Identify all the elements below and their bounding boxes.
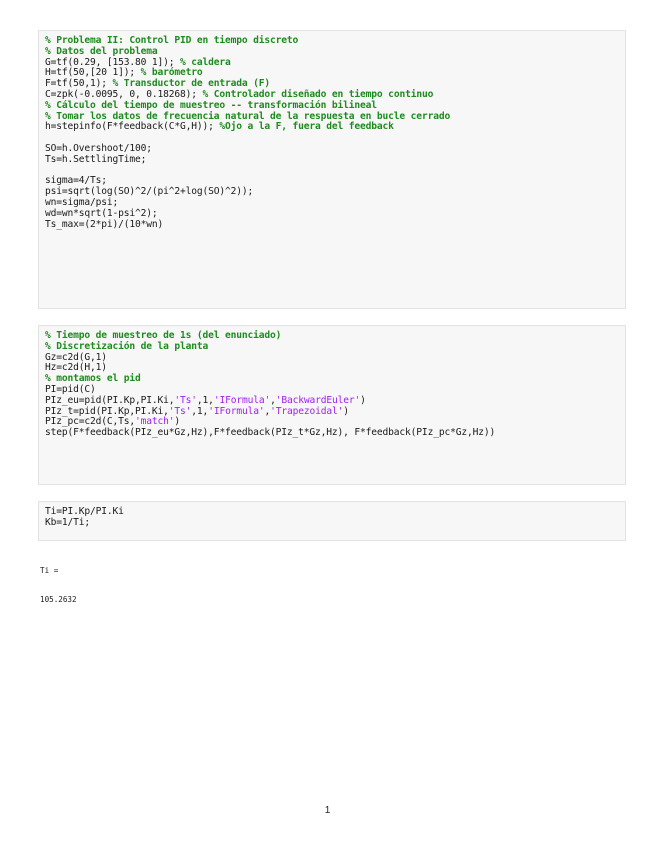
code-line bbox=[45, 353, 619, 364]
code-text: , bbox=[264, 405, 271, 417]
output-label: Ti = bbox=[40, 566, 59, 575]
code-block-2 bbox=[38, 325, 626, 485]
code-text: C=zpk(-0.0095, 0, 0.18268); bbox=[45, 88, 203, 100]
code-text: PIz_t=pid(PI.Kp,PI.Ki, bbox=[45, 405, 169, 417]
code-string: 'match' bbox=[135, 416, 175, 428]
code-text: h=stepinfo(F*feedback(C*G,H)); bbox=[45, 121, 220, 133]
code-text: F=tf(50,1); bbox=[45, 78, 113, 90]
code-text: wn=sigma/psi; bbox=[45, 196, 119, 208]
code-comment: % montamos el pid bbox=[45, 373, 141, 385]
page-number: 1 bbox=[324, 805, 331, 816]
code-text: Ts_max=(2*pi)/(10*wn) bbox=[45, 218, 164, 230]
code-string: 'BackwardEuler' bbox=[275, 394, 361, 406]
code-text: G=tf(0.29, [153.80 1]); bbox=[45, 56, 181, 68]
code-comment: % caldera bbox=[180, 56, 231, 68]
code-text: sigma=4/Ts; bbox=[45, 175, 107, 187]
code-text: ,1, bbox=[191, 405, 209, 417]
code-string: 'IFormula' bbox=[208, 405, 265, 417]
code-comment: % Datos del problema bbox=[45, 45, 158, 57]
code-text: PIz_eu=pid(PI.Kp,PI.Ki, bbox=[45, 394, 175, 406]
code-string: 'IFormula' bbox=[213, 394, 271, 406]
code-text: psi=sqrt(log(SO)^2/(pi^2+log(SO)^2)); bbox=[45, 186, 254, 198]
code-comment: % Tomar los datos de frecuencia natural de la respuesta en bucle cerrado bbox=[45, 110, 451, 122]
code-line bbox=[45, 428, 619, 439]
output-value: 105.2632 bbox=[40, 594, 77, 604]
code-text: Gz=c2d(G,1) bbox=[45, 351, 107, 363]
code-text: Hz=c2d(H,1) bbox=[45, 362, 107, 374]
code-text: ) bbox=[360, 394, 366, 406]
code-text: , bbox=[270, 394, 276, 406]
code-text: SO=h.Overshoot/100; bbox=[45, 142, 152, 154]
code-comment: % barómetro bbox=[140, 67, 203, 79]
blank-line bbox=[45, 166, 619, 177]
code-text: wd=wn*sqrt(1-psi^2); bbox=[45, 207, 158, 219]
code-text: ) bbox=[343, 405, 349, 417]
code-block-3 bbox=[38, 501, 626, 541]
code-text: H=tf(50,[20 1]); bbox=[45, 67, 141, 79]
code-text: Ts=h.SettlingTime; bbox=[45, 153, 147, 165]
code-line bbox=[45, 122, 619, 133]
code-block-1 bbox=[38, 30, 626, 309]
code-string: 'Ts' bbox=[168, 405, 192, 417]
code-text: ,1, bbox=[196, 394, 214, 406]
code-line bbox=[45, 518, 619, 529]
code-comment: %Ojo a la F, fuera del feedback bbox=[219, 121, 394, 133]
code-text: step(F*feedback(PIz_eu*Gz,Hz),F*feedback(PIz_t*Gz,Hz), F*feedback(PIz_pc*Gz,Hz)) bbox=[45, 427, 496, 439]
code-line bbox=[45, 507, 619, 518]
code-text: Kb=1/Ti; bbox=[45, 516, 91, 528]
code-comment: % Transductor de entrada (F) bbox=[112, 78, 271, 90]
code-text: ) bbox=[174, 416, 181, 428]
code-comment: % Tiempo de muestreo de 1s (del enunciado) bbox=[45, 330, 282, 341]
code-comment: % Problema II: Control PID en tiempo discreto bbox=[45, 35, 299, 46]
code-line bbox=[45, 374, 619, 385]
code-line bbox=[45, 220, 619, 231]
code-line bbox=[45, 187, 619, 198]
code-text: PIz_pc=c2d(C,Ts, bbox=[45, 416, 136, 428]
command-output bbox=[40, 547, 77, 614]
code-string: 'Trapezoidal' bbox=[270, 405, 344, 417]
code-string: 'Ts' bbox=[174, 394, 197, 406]
code-comment: % Controlador diseñado en tiempo continuo bbox=[202, 88, 434, 100]
code-line bbox=[45, 155, 619, 166]
code-comment: % Cálculo del tiempo de muestreo -- transformación bilineal bbox=[45, 99, 377, 111]
code-line bbox=[45, 342, 619, 353]
code-text: Ti=PI.Kp/PI.Ki bbox=[45, 506, 124, 517]
code-comment: % Discretización de la planta bbox=[45, 340, 209, 352]
code-text: PI=pid(C) bbox=[45, 383, 96, 395]
